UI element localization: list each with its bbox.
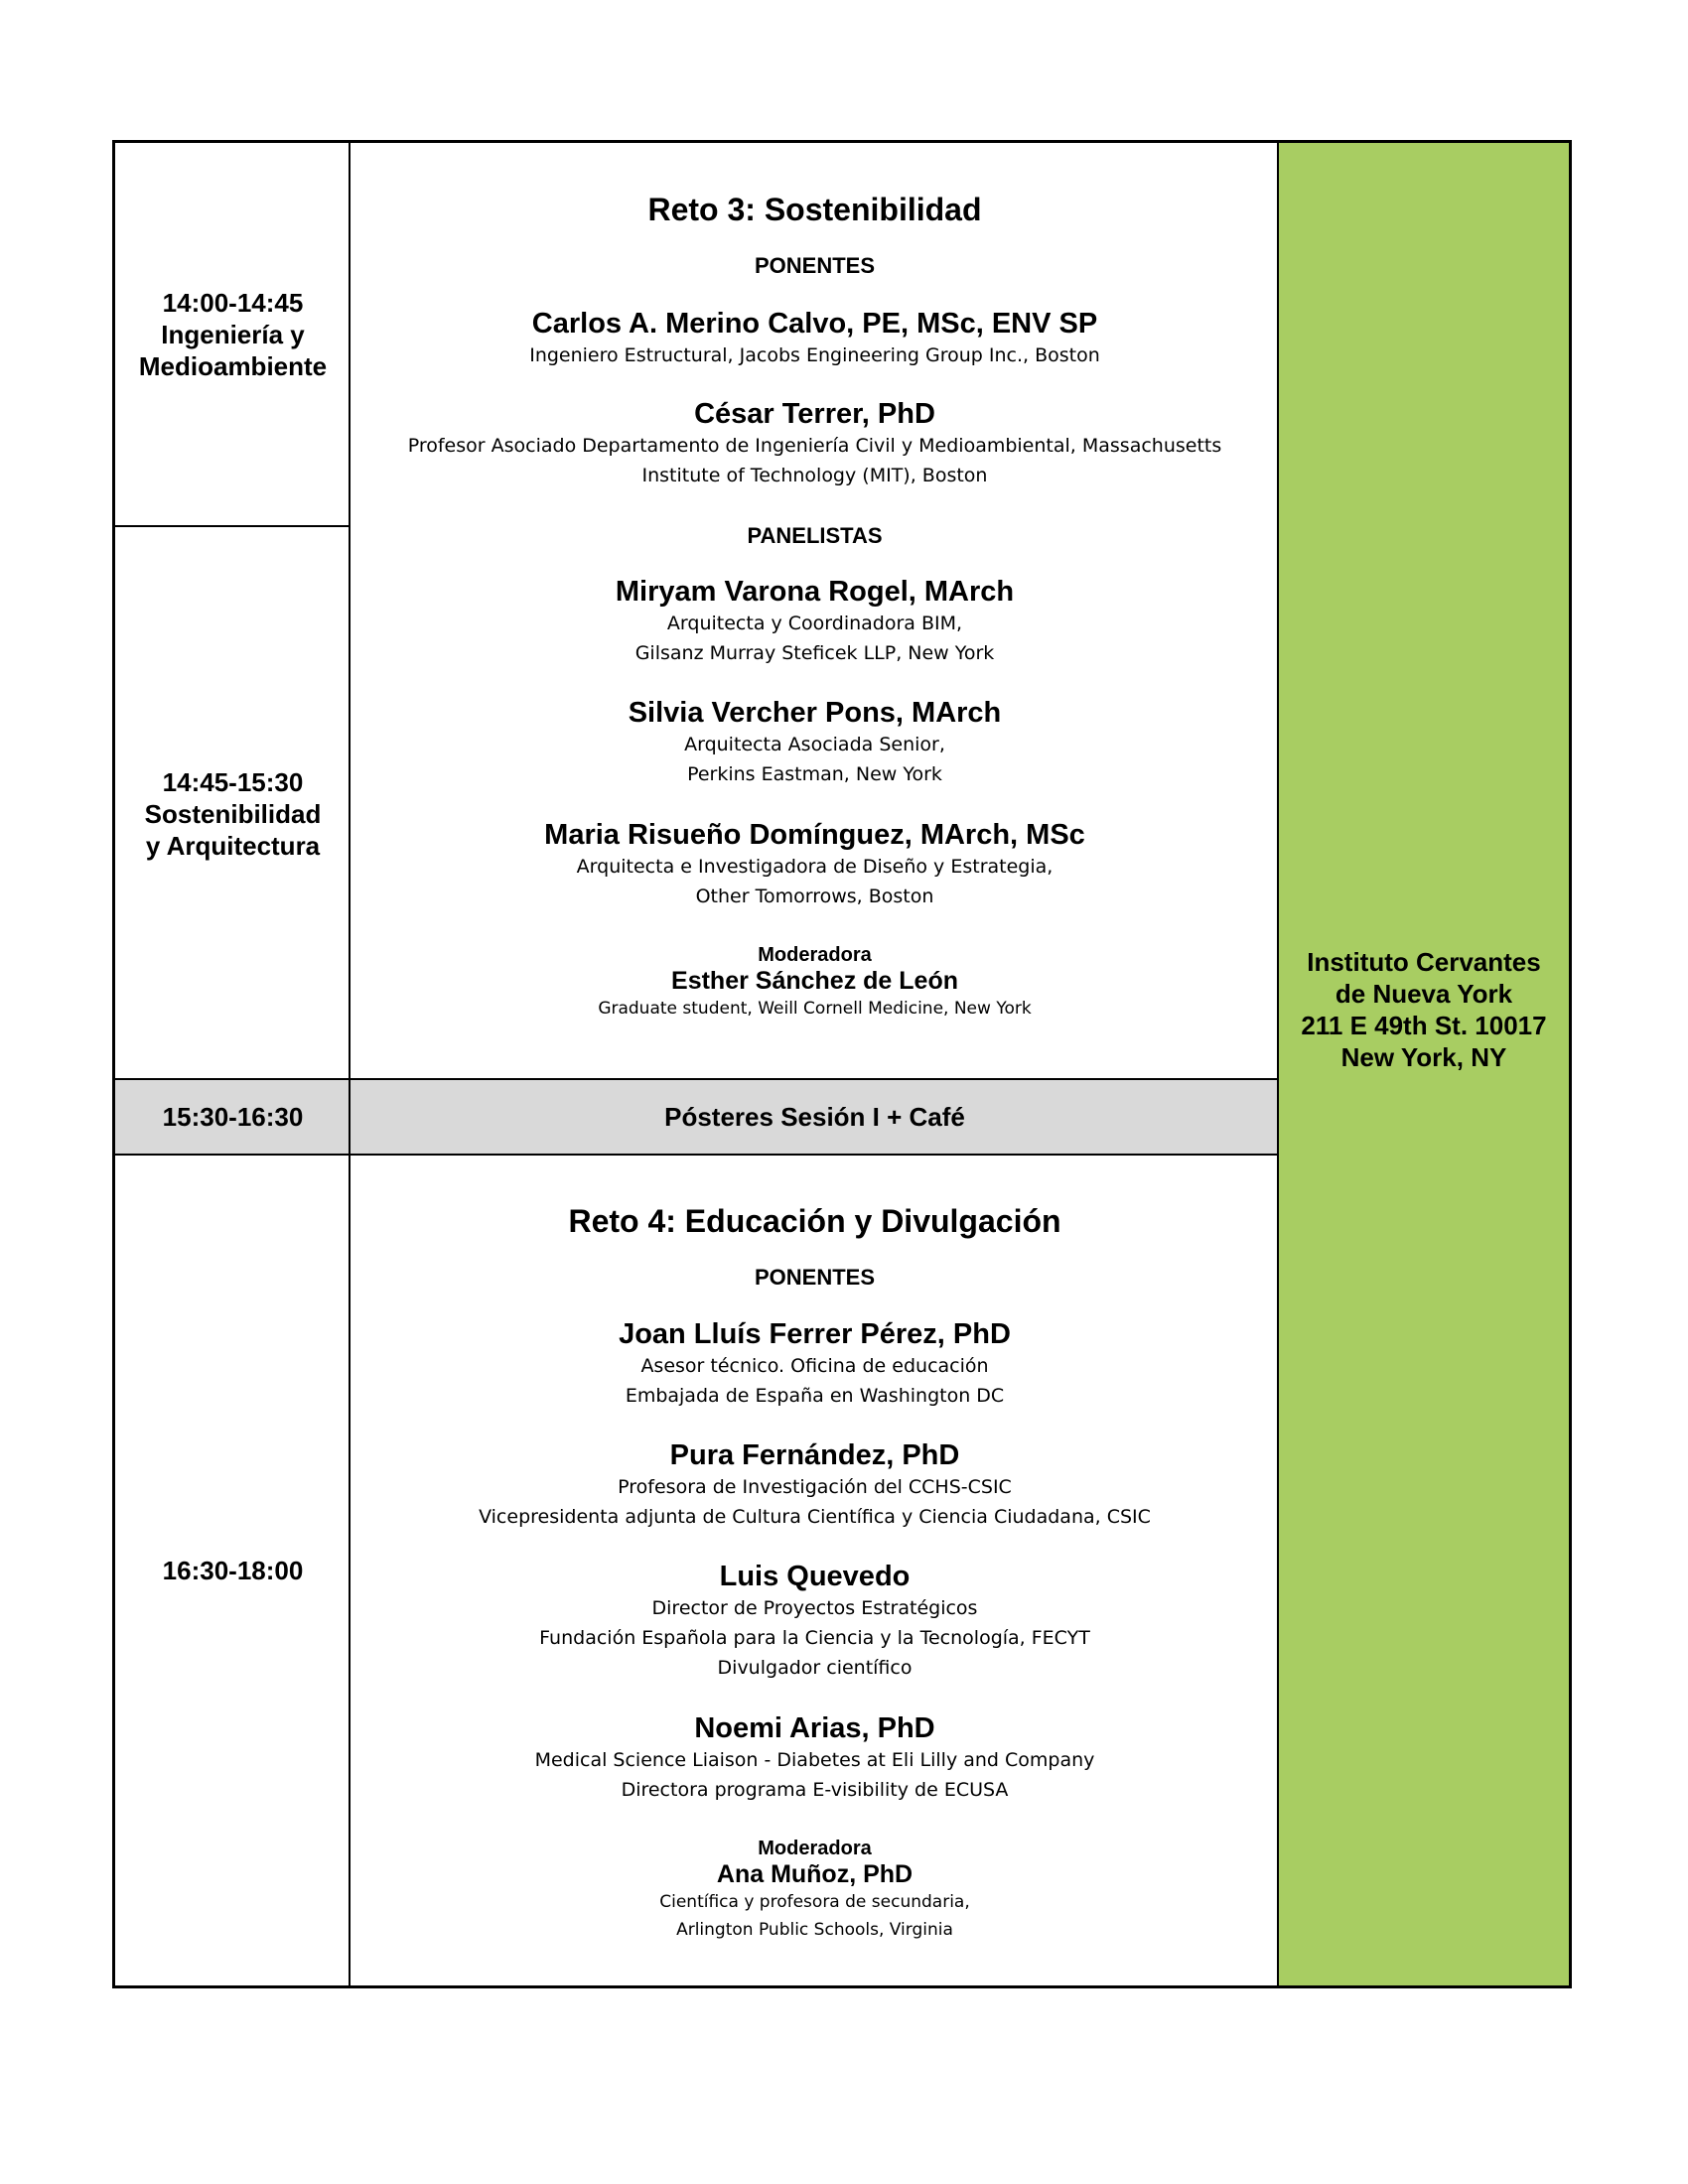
session-title: Reto 3: Sostenibilidad (647, 192, 982, 227)
session-label: Medioambiente (138, 351, 328, 381)
panelist (351, 696, 1279, 789)
break-label: Pósteres Sesión I + Café (664, 1101, 965, 1132)
ponentes-label: PONENTES (754, 253, 876, 278)
speaker-affiliation: Vicepresidenta adjunta de Cultura Científica y Ciencia Ciudadana, CSIC (479, 1506, 1151, 1528)
panelist-affiliation: Other Tomorrows, Boston (695, 886, 934, 907)
venue-cell (1279, 143, 1569, 1985)
session-time-cell (115, 527, 351, 1078)
speaker-affiliation: Medical Science Liaison - Diabetes at Eli Lilly and Company (534, 1749, 1095, 1771)
speaker (351, 307, 1279, 370)
moderator-affiliation: Graduate student, Weill Cornell Medicine, New York (598, 999, 1032, 1019)
moderator-affiliation: Arlington Public Schools, Virginia (676, 1920, 953, 1940)
schedule-table (112, 140, 1572, 1988)
moderator-name: Esther Sánchez de León (671, 967, 958, 995)
speaker-affiliation: Profesora de Investigación del CCHS-CSIC (618, 1476, 1012, 1498)
reto4-content (351, 1156, 1279, 1985)
speaker-affiliation: Embajada de España en Washington DC (625, 1385, 1005, 1407)
speaker-affiliation: Fundación Española para la Ciencia y la Tecnología, FECYT (539, 1627, 1090, 1649)
panelist-affiliation: Gilsanz Murray Steficek LLP, New York (634, 642, 995, 664)
moderator-label: Moderadora (758, 944, 872, 966)
speaker (351, 1711, 1279, 1805)
speaker-affiliation: Institute of Technology (MIT), Boston (641, 465, 988, 486)
panelist-name: Maria Risueño Domínguez, MArch, MSc (544, 819, 1085, 851)
speaker-name: Joan Lluís Ferrer Pérez, PhD (619, 1318, 1011, 1350)
panelist-name: Silvia Vercher Pons, MArch (628, 697, 1002, 729)
speaker-name: César Terrer, PhD (694, 398, 935, 430)
moderator-label: Moderadora (758, 1838, 872, 1859)
reto3-content (351, 143, 1279, 1078)
panelist-affiliation: Arquitecta Asociada Senior, (684, 734, 945, 755)
session-time: 16:30-18:00 (162, 1556, 304, 1585)
moderator (351, 943, 1279, 1023)
panelist (351, 575, 1279, 668)
speaker (351, 1438, 1279, 1532)
speaker-affiliation: Divulgador científico (717, 1657, 913, 1679)
speaker-affiliation: Directora programa E-visibility de ECUSA (621, 1779, 1009, 1801)
speaker-name: Noemi Arias, PhD (694, 1712, 935, 1744)
session-time: 14:00-14:45 (162, 288, 304, 318)
speaker (351, 1317, 1279, 1411)
session-title: Reto 4: Educación y Divulgación (568, 1203, 1061, 1239)
speaker-affiliation: Director de Proyectos Estratégicos (651, 1597, 978, 1619)
panelist (351, 818, 1279, 911)
moderator-name: Ana Muñoz, PhD (716, 1860, 914, 1888)
session-time-cell (115, 143, 351, 526)
venue-city: de Nueva York (1335, 979, 1513, 1009)
break-time: 15:30-16:30 (162, 1101, 304, 1132)
panelistas-label: PANELISTAS (747, 523, 883, 548)
row-divider (115, 1078, 1279, 1080)
speaker-affiliation: Ingeniero Estructural, Jacobs Engineering Group Inc., Boston (529, 344, 1100, 366)
speaker (351, 397, 1279, 490)
venue-address: 211 E 49th St. 10017 (1301, 1011, 1547, 1040)
speaker-name: Pura Fernández, PhD (669, 1439, 960, 1471)
break-row (115, 1079, 1279, 1155)
speaker-name: Carlos A. Merino Calvo, PE, MSc, ENV SP (531, 308, 1098, 340)
panelist-affiliation: Arquitecta y Coordinadora BIM, (666, 613, 963, 634)
session-label: Ingeniería y (161, 320, 305, 349)
moderator-affiliation: Científica y profesora de secundaria, (659, 1892, 970, 1912)
session-label: Sostenibilidad (144, 798, 322, 829)
panelist-affiliation: Arquitecta e Investigadora de Diseño y Estrategia, (576, 856, 1054, 878)
speaker-affiliation: Profesor Asociado Departamento de Ingeniería Civil y Medioambiental, Massachusetts (407, 435, 1222, 457)
panelist-affiliation: Perkins Eastman, New York (687, 763, 942, 785)
moderator (351, 1837, 1279, 1944)
speaker-affiliation: Asesor técnico. Oficina de educación (640, 1355, 989, 1377)
speaker-name: Luis Quevedo (719, 1561, 911, 1592)
session-label: y Arquitectura (145, 830, 321, 861)
venue-name: Instituto Cervantes (1307, 947, 1541, 977)
ponentes-label: PONENTES (754, 1265, 876, 1290)
venue-location: New York, NY (1340, 1042, 1507, 1072)
panelist-name: Miryam Varona Rogel, MArch (615, 576, 1015, 608)
speaker (351, 1560, 1279, 1683)
session-time: 14:45-15:30 (162, 766, 304, 797)
session-time-cell (115, 1156, 351, 1985)
